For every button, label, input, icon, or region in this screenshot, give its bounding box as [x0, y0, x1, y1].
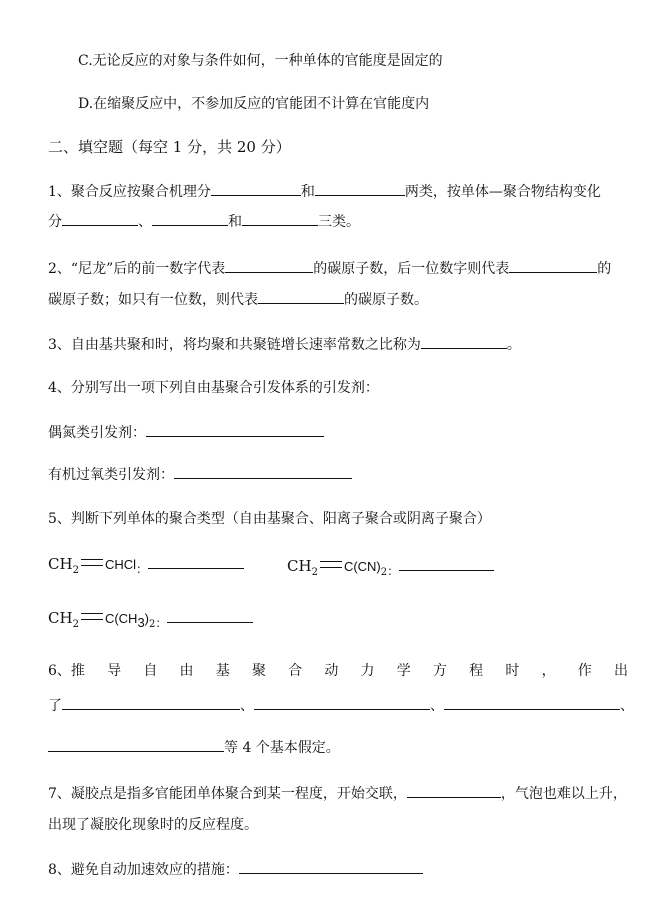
monomer-1	[48, 554, 244, 579]
answer-blank[interactable]	[239, 859, 423, 874]
answer-blank[interactable]	[225, 258, 313, 273]
subscript: 2	[72, 565, 79, 576]
answer-blank[interactable]	[62, 695, 240, 710]
option-d: D.在缩聚反应中，不参加反应的官能团不计算在官能度内	[78, 96, 430, 112]
double-bond-icon	[81, 613, 103, 620]
q6-char: 合	[288, 663, 303, 679]
q2-text-c: 的	[597, 261, 612, 277]
monomer-3-group-c: )	[144, 611, 150, 626]
q1-text-g: 三类。	[318, 214, 360, 230]
answer-blank[interactable]	[62, 211, 138, 226]
q6-char: 作	[577, 663, 592, 679]
answer-blank[interactable]	[48, 737, 224, 752]
double-bond-icon	[81, 559, 103, 566]
answer-blank[interactable]	[152, 211, 228, 226]
q6-char: 由	[179, 663, 194, 679]
question-1-line-2	[48, 211, 360, 232]
question-7-line-2: 出现了凝胶化现象时的反应程度。	[48, 817, 258, 833]
q1-text-f: 和	[228, 214, 242, 230]
section-title: 二、填空题（每空 1 分，共 20 分）	[48, 138, 291, 156]
question-6-line-2	[48, 695, 634, 716]
q1-text-d: 分	[48, 214, 62, 230]
answer-blank[interactable]	[315, 181, 405, 196]
q7-text-b: ，气泡也难以上升，	[500, 786, 627, 802]
answer-blank[interactable]	[399, 556, 494, 571]
q2-text-e: 的碳原子数。	[344, 292, 428, 308]
q6-char: 基	[215, 663, 230, 679]
answer-blank[interactable]	[258, 289, 344, 304]
answer-blank[interactable]	[407, 783, 501, 798]
double-bond-icon	[320, 561, 342, 568]
answer-blank[interactable]	[167, 608, 253, 623]
answer-blank[interactable]	[421, 334, 507, 349]
answer-blank[interactable]	[242, 211, 318, 226]
q7-text-a: 7、凝胶点是指多官能团单体聚合到某一程度，开始交联，	[48, 786, 407, 802]
q4-peroxide-label: 有机过氧类引发剂：	[48, 467, 174, 483]
subscript: 2	[72, 619, 79, 630]
q6-char: 学	[396, 663, 411, 679]
answer-blank[interactable]	[211, 181, 301, 196]
separator: 、	[240, 698, 254, 714]
colon: ：	[136, 562, 149, 576]
question-8	[48, 859, 423, 880]
question-4-peroxide	[48, 464, 352, 485]
q2-text-a: 2、“尼龙”后的前一数字代表	[48, 261, 226, 277]
answer-blank[interactable]	[254, 695, 430, 710]
question-4-azo	[48, 422, 324, 443]
q6-char: 自	[143, 663, 158, 679]
q3-text-a: 3、自由基共聚和时，将均聚和共聚链增长速率常数之比称为	[48, 337, 421, 353]
question-1-line-1	[48, 181, 601, 202]
monomer-2	[287, 556, 494, 581]
answer-blank[interactable]	[509, 258, 597, 273]
question-7-line-1	[48, 783, 627, 804]
answer-blank[interactable]	[146, 422, 324, 437]
q6-char: 动	[324, 663, 339, 679]
q6-char: 方	[432, 663, 447, 679]
subscript: 2	[149, 619, 156, 630]
monomer-3-group-a: C(CH	[104, 611, 138, 626]
answer-blank[interactable]	[148, 554, 244, 569]
question-2-line-2	[48, 289, 428, 310]
question-5-title: 5、判断下列单体的聚合类型（自由基聚合、阳离子聚合或阴离子聚合）	[48, 511, 491, 527]
q6-char: 程	[469, 663, 484, 679]
q6-tail: 等 4 个基本假定。	[224, 740, 340, 756]
q1-text-e: 、	[138, 214, 152, 230]
question-6-line-3	[48, 737, 340, 758]
q6-char: 导	[107, 663, 122, 679]
monomer-3	[48, 608, 253, 633]
q1-text-c: 两类，按单体—聚合物结构变化	[404, 184, 601, 200]
q3-text-b: 。	[506, 337, 521, 353]
question-4-title: 4、分别写出一项下列自由基聚合引发体系的引发剂：	[48, 380, 379, 396]
q6-char: 6、推	[48, 663, 85, 679]
q1-text-b: 和	[300, 184, 315, 200]
subscript: 2	[311, 567, 318, 578]
separator: 、	[620, 698, 634, 714]
question-6-line-1	[48, 661, 628, 681]
q2-text-b: 的碳原子数，后一位数字则代表	[313, 261, 510, 277]
answer-blank[interactable]	[174, 464, 352, 479]
colon: ：	[155, 616, 168, 630]
q1-text-a: 1、聚合反应按聚合机理分	[48, 184, 211, 200]
q6-char: 出	[613, 663, 628, 679]
q2-text-d: 碳原子数；如只有一位数，则代表	[48, 292, 258, 308]
q6-char: 力	[360, 663, 375, 679]
monomer-2-group: C(CN)	[343, 559, 381, 574]
option-c: C.无论反应的对象与条件如何，一种单体的官能度是固定的	[78, 53, 443, 69]
subscript: 2	[380, 567, 388, 578]
separator: 、	[430, 698, 444, 714]
ch-text: CH	[48, 555, 73, 573]
monomer-1-group: CHCl	[104, 557, 136, 572]
question-2-line-1	[48, 258, 611, 279]
ch-text: CH	[287, 557, 312, 575]
question-3	[48, 334, 521, 355]
subscript: 3	[137, 615, 145, 630]
q6-char: 聚	[251, 663, 266, 679]
q4-azo-label: 偶氮类引发剂：	[48, 425, 146, 441]
q8-text-a: 8、避免自动加速效应的措施：	[48, 862, 239, 878]
ch-text: CH	[48, 609, 73, 627]
q6-le: 了	[48, 698, 62, 714]
q6-char: ，	[541, 663, 556, 679]
colon: ：	[387, 564, 400, 578]
answer-blank[interactable]	[444, 695, 620, 710]
q6-char: 时	[505, 663, 520, 679]
